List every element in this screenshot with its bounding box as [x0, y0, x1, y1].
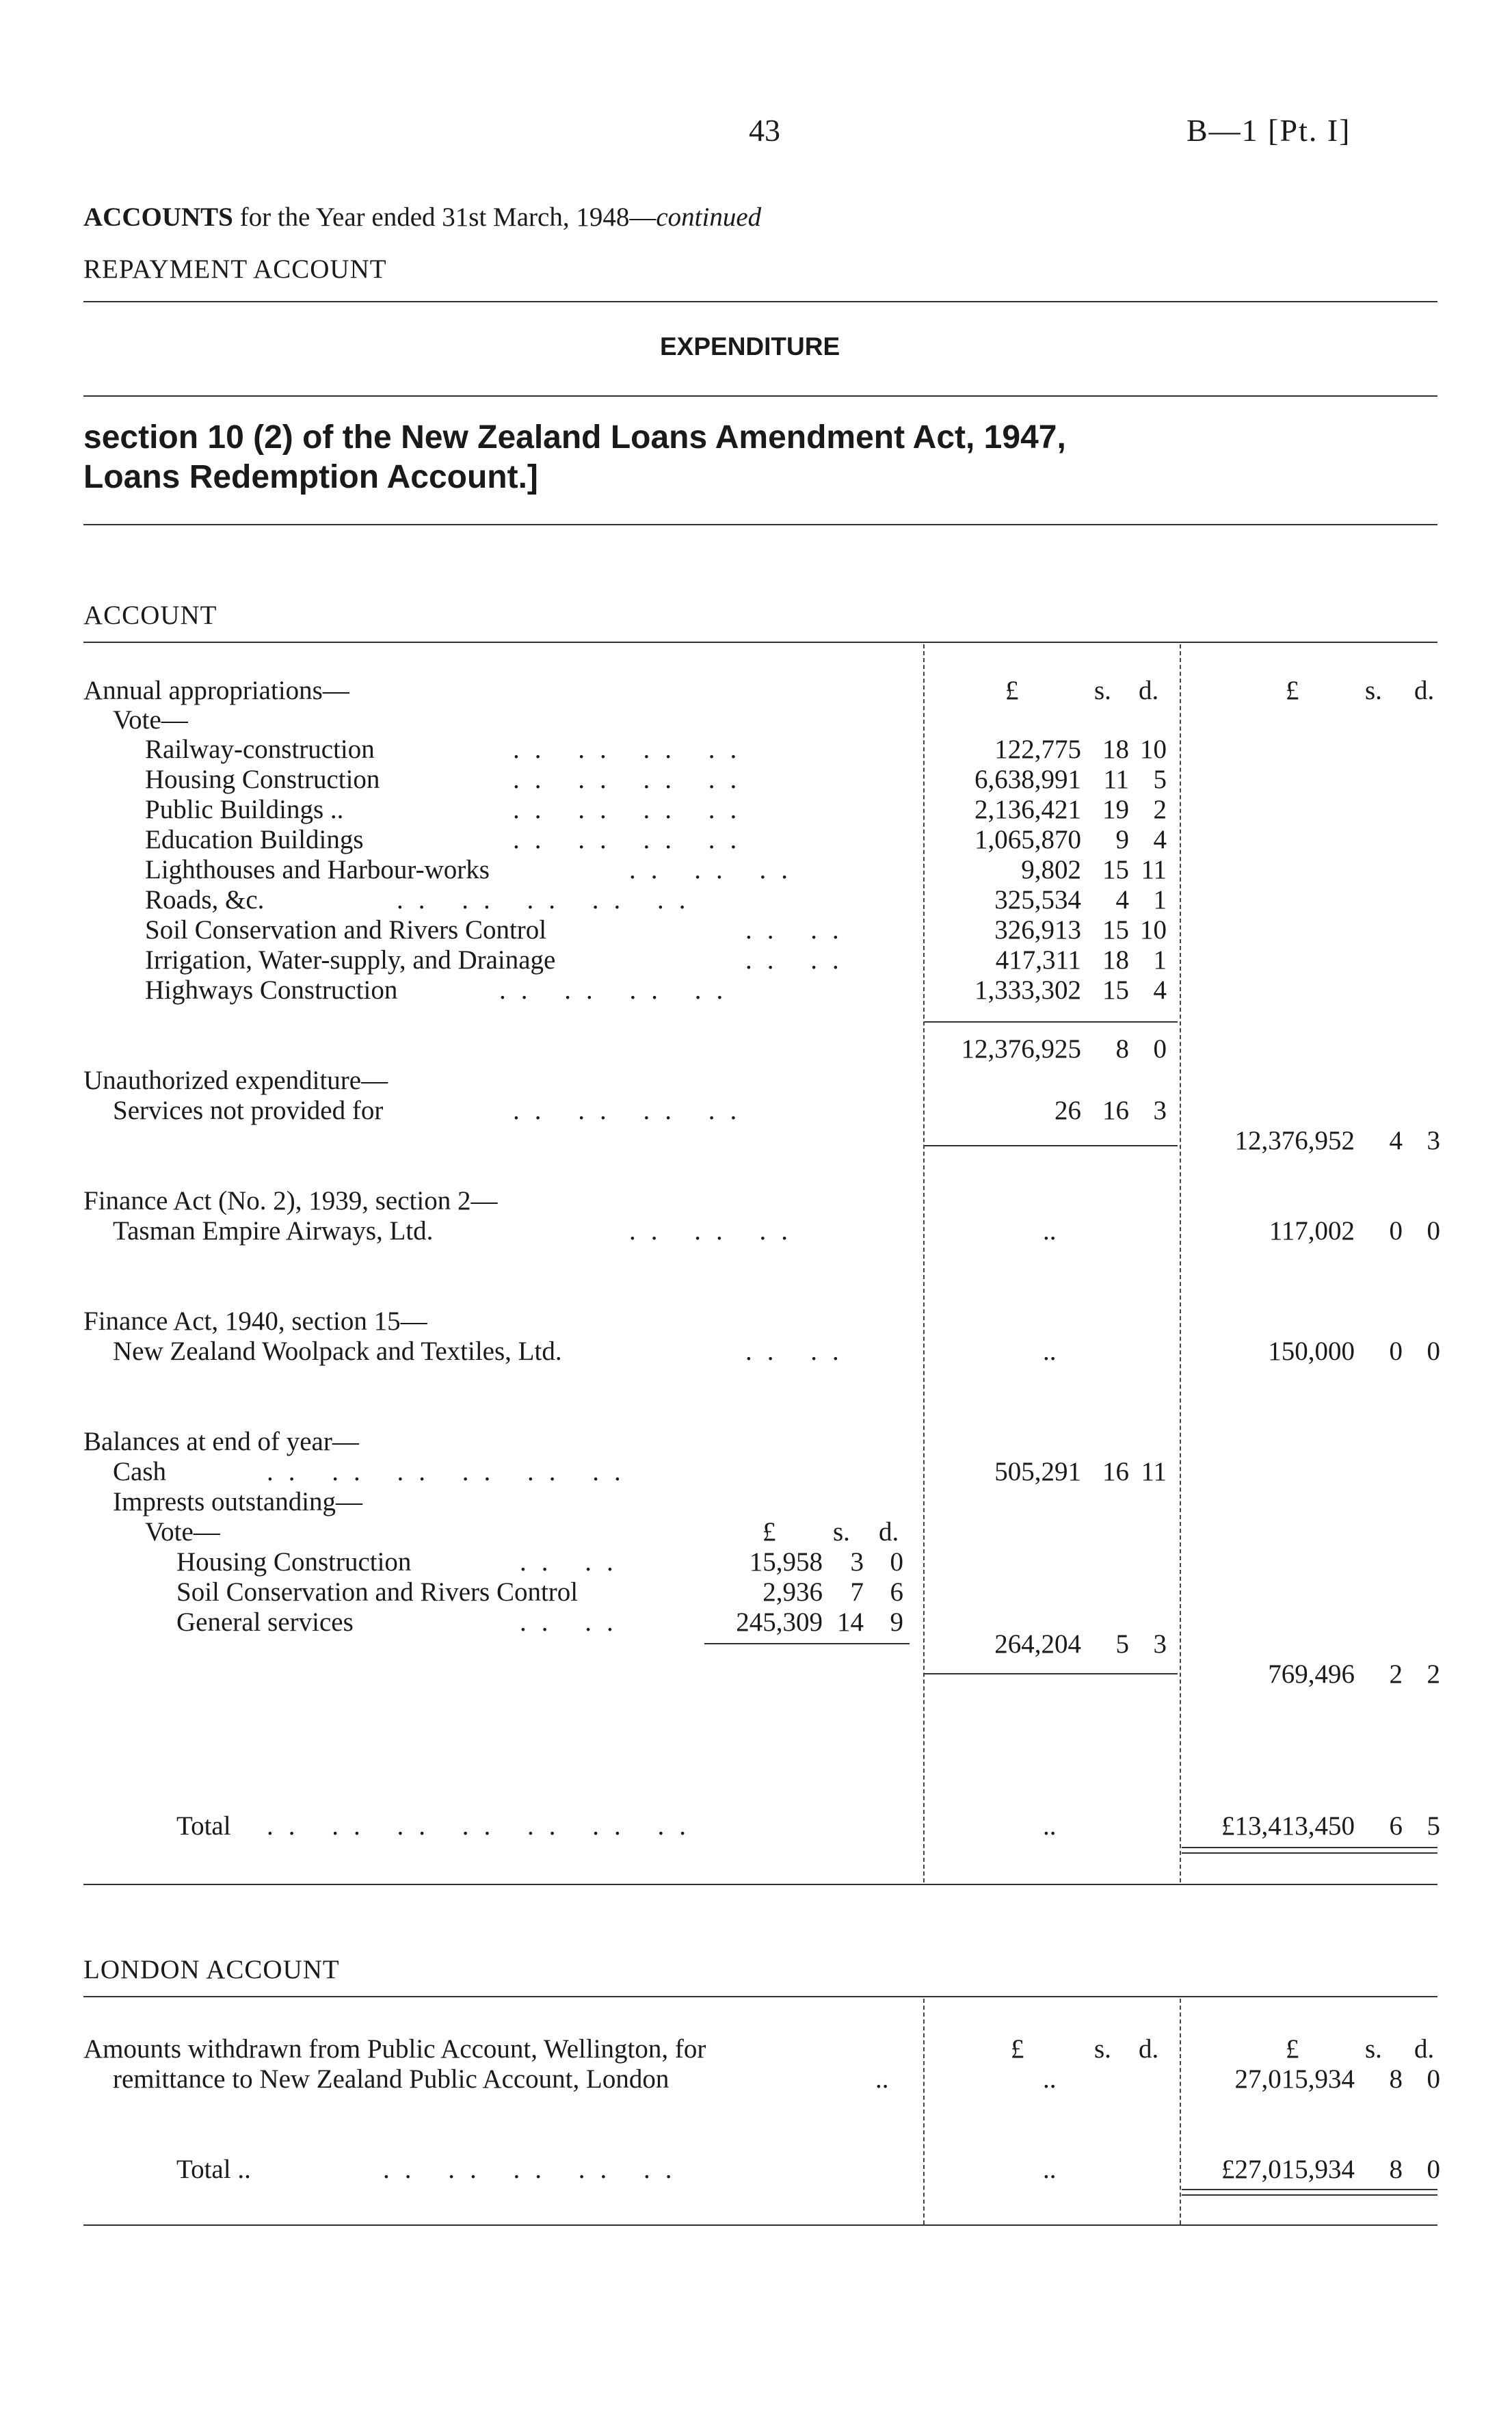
vote-shillings: 15 [1102, 855, 1129, 884]
col2-pound-head: £ [1286, 676, 1299, 705]
heading-bold: ACCOUNTS [83, 202, 233, 232]
london-mid-dots: .. [1043, 2064, 1057, 2094]
cash-shillings: 16 [1102, 1457, 1129, 1486]
vote-pounds: 326,913 [994, 915, 1081, 945]
vote-pounds: 325,534 [994, 885, 1081, 915]
rule [83, 642, 1437, 643]
account-total-pence: 5 [1427, 1811, 1440, 1841]
imprest-pence: 6 [890, 1577, 903, 1607]
imprest-pence: 0 [890, 1547, 903, 1577]
woolpack-shillings: 0 [1389, 1337, 1403, 1366]
vote-label: Housing Construction [145, 765, 380, 794]
imprests-total-shillings: 5 [1115, 1629, 1129, 1659]
vote-shillings: 19 [1102, 795, 1129, 824]
column-divider [923, 644, 925, 1882]
rule [83, 1996, 1437, 1997]
rule [1182, 1847, 1437, 1848]
annual-total-pounds: 12,376,952 [1234, 1126, 1355, 1155]
repayment-subheading: REPAYMENT ACCOUNT [83, 254, 387, 284]
annual-total-shillings: 4 [1389, 1126, 1403, 1155]
tasman-pence: 0 [1427, 1216, 1440, 1246]
page-reference: B—1 [Pt. I] [1186, 113, 1351, 148]
annual-appropriations-label: Annual appropriations— [83, 676, 349, 705]
heading-rest: for the Year ended 31st March, 1948— [239, 202, 656, 232]
vote-label: Roads, &c. [145, 885, 265, 915]
vote-pounds: 6,638,991 [974, 765, 1081, 794]
col2-shilling-head: s. [1365, 676, 1382, 705]
vote-pounds: 2,136,421 [974, 795, 1081, 824]
london-amount-shillings: 8 [1389, 2064, 1403, 2094]
rule [1182, 2189, 1437, 2190]
votes-subtotal-pence: 0 [1153, 1034, 1167, 1064]
tasman-shillings: 0 [1389, 1216, 1403, 1246]
col2-pence-head: d. [1414, 676, 1435, 705]
vote-shillings: 18 [1102, 945, 1129, 975]
rule [83, 395, 1437, 397]
imprest-shilling-head: s. [833, 1517, 850, 1547]
london-col2-pence-head: d. [1414, 2034, 1435, 2064]
vote-pence: 10 [1140, 915, 1167, 945]
vote-pence: 2 [1153, 795, 1167, 824]
imprest-shillings: 7 [850, 1577, 864, 1607]
rule [1182, 2194, 1437, 2196]
section-title-line-2: Loans Redemption Account.] [83, 459, 538, 495]
tasman-label: Tasman Empire Airways, Ltd. [113, 1216, 434, 1246]
imprest-shillings: 3 [850, 1547, 864, 1577]
balances-total-shillings: 2 [1389, 1659, 1403, 1689]
vote-pence: 4 [1153, 825, 1167, 854]
imprest-label: General services [176, 1607, 354, 1637]
services-pence: 3 [1153, 1096, 1167, 1125]
imprest-pence: 9 [890, 1607, 903, 1637]
imprest-pounds: 2,936 [762, 1577, 823, 1607]
london-col1-shilling-head: s. [1094, 2034, 1111, 2064]
rule [925, 1145, 1178, 1146]
vote-shillings: 4 [1115, 885, 1129, 915]
imprests-total-pounds: 264,204 [994, 1629, 1081, 1659]
rule [1182, 1852, 1437, 1854]
expenditure-label: EXPENDITURE [660, 332, 840, 360]
london-col1-pound-head: £ [1011, 2034, 1024, 2064]
column-divider [1180, 644, 1181, 1882]
vote-shillings: 15 [1102, 975, 1129, 1005]
vote-label: Lighthouses and Harbour-works [145, 855, 490, 884]
rule [83, 1884, 1437, 1885]
imprest-pounds: 15,958 [749, 1547, 823, 1577]
london-title: LONDON ACCOUNT [83, 1955, 340, 1984]
london-line-1: Amounts withdrawn from Public Account, Wellington, for [83, 2034, 706, 2064]
woolpack-pence: 0 [1427, 1337, 1440, 1366]
col1-shilling-head: s. [1094, 676, 1111, 705]
woolpack-pounds: 150,000 [1268, 1337, 1355, 1366]
imprests-total-pence: 3 [1153, 1629, 1167, 1659]
column-divider [1180, 1999, 1181, 2224]
rule [83, 524, 1437, 525]
rule [925, 1673, 1178, 1674]
unauthorized-label: Unauthorized expenditure— [83, 1066, 388, 1095]
imprest-pound-head: £ [762, 1517, 776, 1547]
imprest-label: Housing Construction [176, 1547, 412, 1577]
account-total-dots: .. [1043, 1811, 1057, 1841]
london-col1-pence-head: d. [1139, 2034, 1159, 2064]
vote-pence: 4 [1153, 975, 1167, 1005]
cash-pence: 11 [1141, 1457, 1167, 1486]
imprest-shillings: 14 [837, 1607, 864, 1637]
vote-pounds: 417,311 [995, 945, 1081, 975]
tasman-pounds: 117,002 [1269, 1216, 1355, 1246]
balances-total-pounds: 769,496 [1268, 1659, 1355, 1689]
finance-1939-label: Finance Act (No. 2), 1939, section 2— [83, 1186, 498, 1215]
votes-subtotal-shillings: 8 [1115, 1034, 1129, 1064]
vote-shillings: 9 [1115, 825, 1129, 854]
imprest-pounds: 245,309 [736, 1607, 823, 1637]
accounts-heading [83, 204, 761, 231]
vote-pounds: 122,775 [994, 735, 1081, 764]
rule [925, 1021, 1178, 1023]
votes-subtotal-pounds: 12,376,925 [961, 1034, 1081, 1064]
account-total-pounds: £13,413,450 [1221, 1811, 1355, 1841]
account-total-label: Total [176, 1811, 231, 1841]
annual-total-pence: 3 [1427, 1126, 1440, 1155]
london-total-shillings: 8 [1389, 2155, 1403, 2184]
col1-pence-head: d. [1139, 676, 1159, 705]
vote-label: Railway-construction [145, 735, 375, 764]
balances-label: Balances at end of year— [83, 1427, 359, 1456]
london-col2-shilling-head: s. [1365, 2034, 1382, 2064]
london-total-label: Total .. [176, 2155, 251, 2184]
london-total-pence: 0 [1427, 2155, 1440, 2184]
services-shillings: 16 [1102, 1096, 1129, 1125]
balances-total-pence: 2 [1427, 1659, 1440, 1689]
vote-label: Public Buildings .. [145, 795, 344, 824]
cash-pounds: 505,291 [994, 1457, 1081, 1486]
vote-label: Soil Conservation and Rivers Control [145, 915, 547, 945]
imprest-vote-label: Vote— [145, 1517, 220, 1547]
vote-label: Education Buildings [145, 825, 364, 854]
vote-pence: 11 [1141, 855, 1167, 884]
finance-1940-label: Finance Act, 1940, section 15— [83, 1306, 427, 1336]
london-amount-pence: 0 [1427, 2064, 1440, 2094]
services-label: Services not provided for [113, 1096, 384, 1125]
account-total-shillings: 6 [1389, 1811, 1403, 1841]
vote-pence: 5 [1153, 765, 1167, 794]
heading-italic: continued [656, 202, 762, 232]
vote-pounds: 1,333,302 [974, 975, 1081, 1005]
services-pounds: 26 [1055, 1096, 1081, 1125]
section-title-line-1: section 10 (2) of the New Zealand Loans Amendment Act, 1947, [83, 419, 1066, 456]
vote-pence: 1 [1153, 945, 1167, 975]
vote-label: Vote— [113, 705, 188, 735]
london-col2-pound-head: £ [1286, 2034, 1299, 2064]
vote-pence: 1 [1153, 885, 1167, 915]
vote-pence: 10 [1140, 735, 1167, 764]
woolpack-dots: .. [1043, 1337, 1057, 1366]
col1-pound-head: £ [1005, 676, 1019, 705]
vote-shillings: 15 [1102, 915, 1129, 945]
tasman-dots: .. [1043, 1216, 1057, 1246]
imprest-pence-head: d. [879, 1517, 899, 1547]
vote-label: Irrigation, Water-supply, and Drainage [145, 945, 556, 975]
london-total-dots: .. [1043, 2155, 1057, 2184]
london-line-2: remittance to New Zealand Public Account, London [113, 2064, 669, 2094]
rule [83, 301, 1437, 302]
woolpack-label: New Zealand Woolpack and Textiles, Ltd. [113, 1337, 562, 1366]
vote-shillings: 18 [1102, 735, 1129, 764]
vote-label: Highways Construction [145, 975, 398, 1005]
vote-pounds: 9,802 [1021, 855, 1081, 884]
page-number: 43 [749, 113, 780, 148]
rule [704, 1643, 910, 1644]
account-title: ACCOUNT [83, 601, 217, 630]
imprest-label: Soil Conservation and Rivers Control [176, 1577, 579, 1607]
london-amount-pounds: 27,015,934 [1234, 2064, 1355, 2094]
imprests-label: Imprests outstanding— [113, 1487, 363, 1516]
london-total-pounds: £27,015,934 [1221, 2155, 1355, 2184]
vote-pounds: 1,065,870 [974, 825, 1081, 854]
vote-shillings: 11 [1103, 765, 1129, 794]
column-divider [923, 1999, 925, 2224]
rule [83, 2224, 1437, 2226]
cash-label: Cash [113, 1457, 166, 1486]
